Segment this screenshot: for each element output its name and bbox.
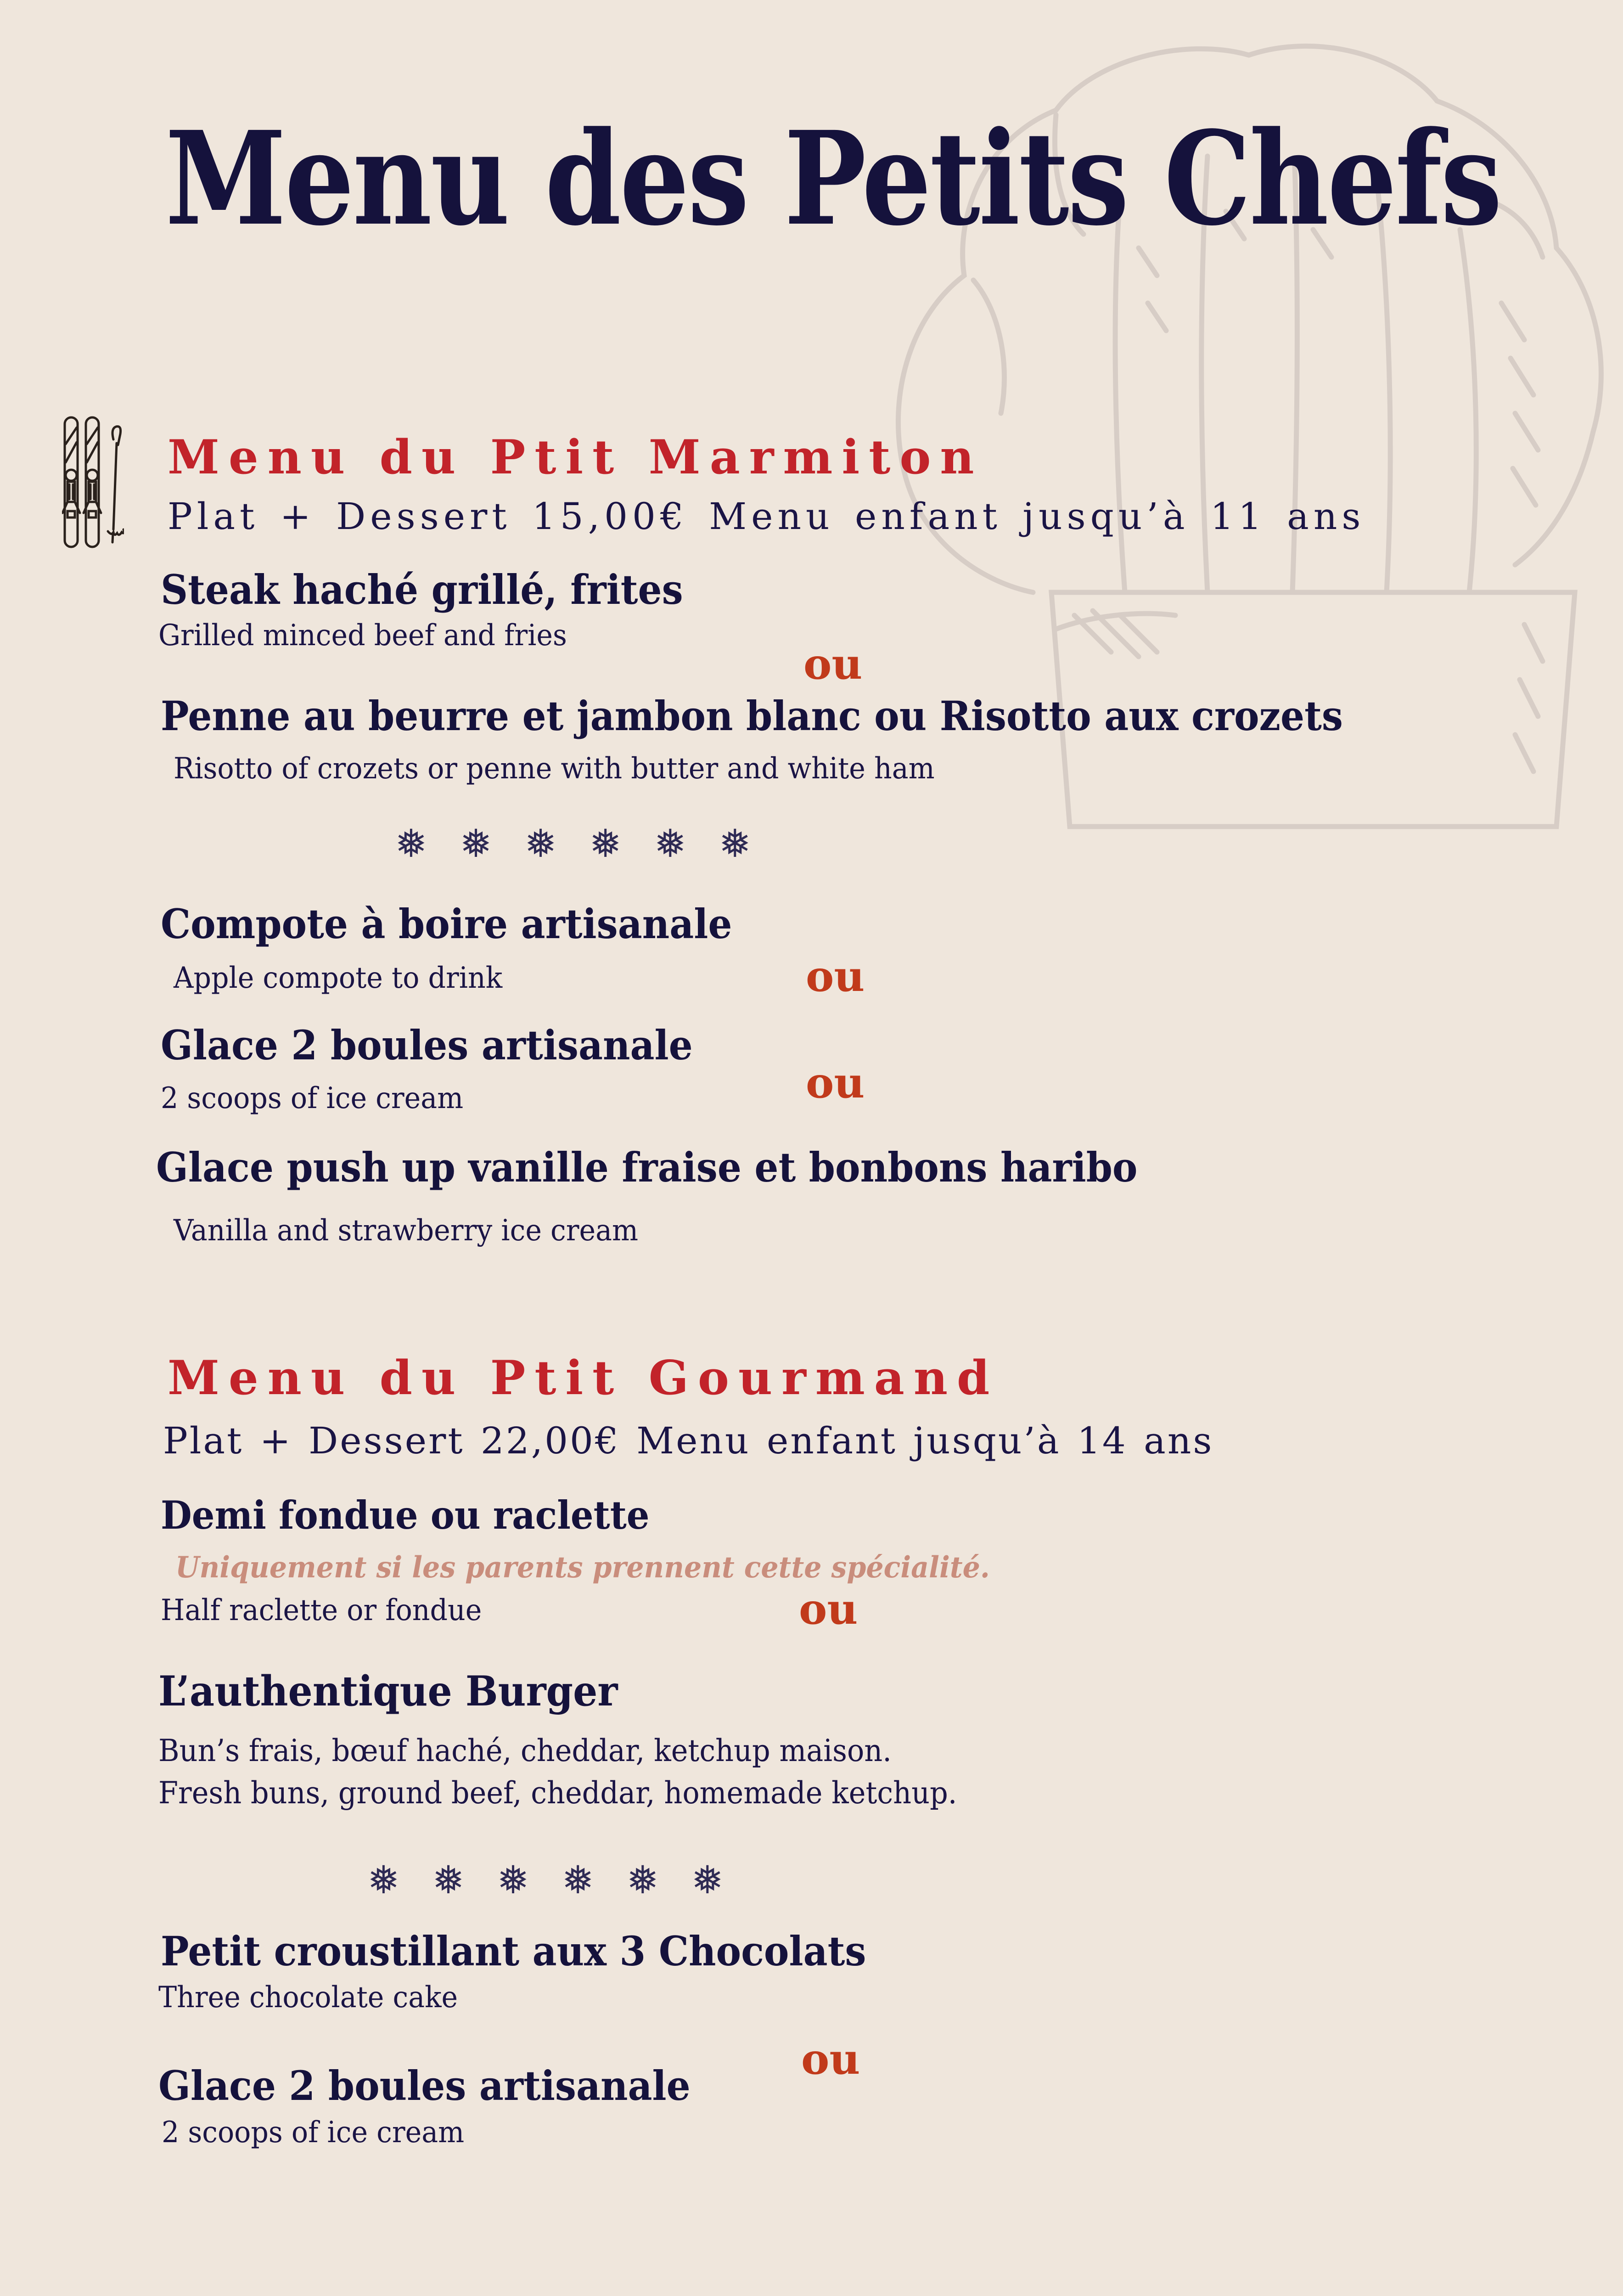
dish-steak-hache-description: Grilled minced beef and fries [158,619,567,653]
dish-penne-risotto-description: Risotto of crozets or penne with butter and white ham [174,752,935,786]
dish-burger-description-en: Fresh buns, ground beef, cheddar, homemade ketchup. [158,1775,957,1811]
section-marmiton-heading: Menu du Ptit Marmiton [168,430,983,485]
section-gourmand-subheading: Plat + Dessert 22,00€ Menu enfant jusqu’à 14 ans [163,1419,1214,1462]
ski-icon [62,416,124,549]
section-gourmand-heading: Menu du Ptit Gourmand [168,1351,999,1406]
dish-steak-hache: Steak haché grillé, frites [161,566,683,613]
separator-ou-1: ou [803,639,863,689]
dish-croustillant-chocolats: Petit croustillant aux 3 Chocolats [161,1927,866,1975]
dish-demi-fondue-note: Uniquement si les parents prennent cette spécialité. [175,1550,990,1585]
dish-glace-2-boules-description: 2 scoops of ice cream [161,1081,464,1115]
separator-ou-4: ou [799,1584,858,1634]
page-title: Menu des Petits Chefs [165,103,1501,254]
dish-glace-push-up-description: Vanilla and strawberry ice cream [174,1214,639,1248]
dish-glace-2-boules-bottom-description: 2 scoops of ice cream [162,2116,465,2150]
dish-glace-push-up: Glace push up vanille fraise et bonbons haribo [156,1143,1138,1191]
separator-ou-5: ou [801,2034,860,2084]
dish-glace-2-boules: Glace 2 boules artisanale [161,1021,693,1069]
dish-demi-fondue-description: Half raclette or fondue [161,1593,482,1627]
dish-demi-fondue: Demi fondue ou raclette [161,1492,650,1538]
dish-croustillant-chocolats-description: Three chocolate cake [158,1981,458,2015]
separator-ou-2: ou [806,951,865,1001]
dish-burger-description-fr: Bun’s frais, bœuf haché, cheddar, ketchup maison. [158,1733,892,1768]
dish-burger: L’authentique Burger [158,1667,618,1716]
dish-compote: Compote à boire artisanale [161,900,732,948]
dish-glace-2-boules-bottom: Glace 2 boules artisanale [158,2062,691,2110]
dish-penne-risotto: Penne au beurre et jambon blanc ou Risotto aux crozets [161,692,1343,740]
snowflake-divider-icon-row-2: ❅ ❅ ❅ ❅ ❅ ❅ [367,1857,734,1902]
section-marmiton-subheading: Plat + Dessert 15,00€ Menu enfant jusqu’à 11 ans [168,495,1365,538]
dish-compote-description: Apple compote to drink [174,961,503,995]
separator-ou-3: ou [806,1058,865,1108]
snowflake-divider-icon-row-1: ❅ ❅ ❅ ❅ ❅ ❅ [395,821,761,866]
